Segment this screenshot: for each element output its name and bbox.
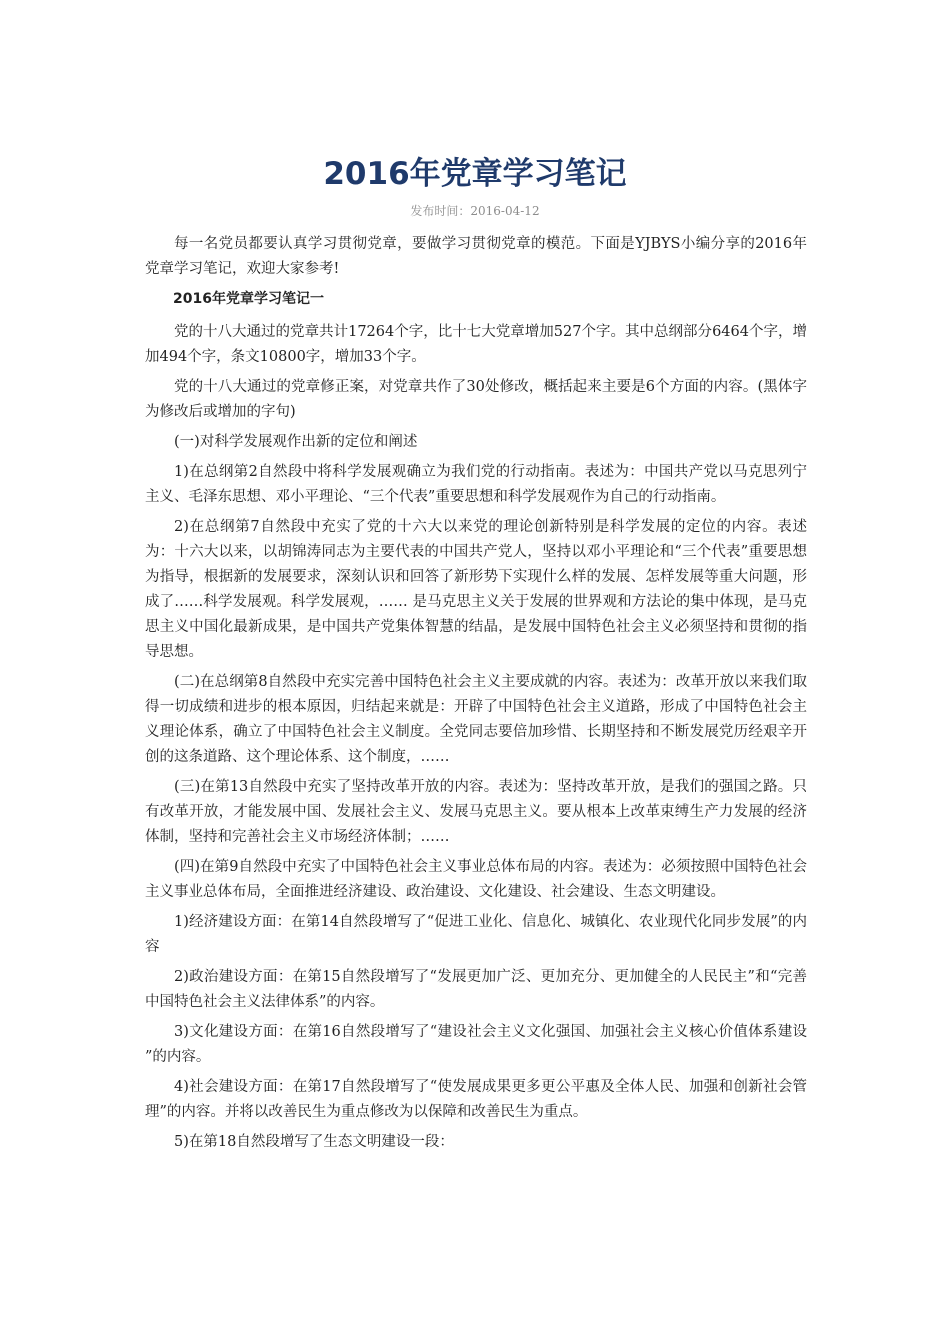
body-paragraph: 1)经济建设方面：在第14自然段增写了“促进工业化、信息化、城镇化、农业现代化同步发展”的内容: [145, 914, 807, 955]
document-title: 2016年党章学习笔记: [323, 156, 627, 192]
subsection-heading: (一)对科学发展观作出新的定位和阐述: [174, 434, 418, 450]
body-paragraph: 1)在总纲第2自然段中将科学发展观确立为我们党的行动指南。表述为：中国共产党以马克思列宁主义、毛泽东思想、邓小平理论、“三个代表”重要思想和科学发展观作为自己的行动指南。: [145, 464, 807, 505]
article-body: [145, 232, 807, 1160]
publish-date: 发布时间：2016-04-12: [410, 204, 540, 218]
intro-paragraph: 每一名党员都要认真学习贯彻党章，要做学习贯彻党章的模范。下面是YJBYS小编分享的2016年党章学习笔记，欢迎大家参考!: [145, 236, 807, 277]
body-paragraph: (三)在第13自然段中充实了坚持改革开放的内容。表述为：坚持改革开放，是我们的强国之路。只有改革开放，才能发展中国、发展社会主义、发展马克思主义。要从根本上改革束缚生产力发展的经济体制，坚持和完善社会主义市场经济体制；……: [145, 779, 807, 845]
body-paragraph: 党的十八大通过的党章修正案，对党章共作了30处修改，概括起来主要是6个方面的内容。(黑体字为修改后或增加的字句): [145, 379, 807, 420]
body-paragraph: 4)社会建设方面：在第17自然段增写了“使发展成果更多更公平惠及全体人民、加强和创新社会管理”的内容。并将以改善民生为重点修改为以保障和改善民生为重点。: [145, 1079, 807, 1120]
body-paragraph: 2)政治建设方面：在第15自然段增写了“发展更加广泛、更加充分、更加健全的人民民主”和“完善中国特色社会主义法律体系”的内容。: [145, 969, 807, 1010]
body-paragraph: 党的十八大通过的党章共计17264个字，比十七大党章增加527个字。其中总纲部分6464个字，增加494个字，条文10800字，增加33个字。: [145, 324, 807, 365]
body-paragraph: (二)在总纲第8自然段中充实完善中国特色社会主义主要成就的内容。表述为：改革开放以来我们取得一切成绩和进步的根本原因，归结起来就是：开辟了中国特色社会主义道路，形成了中国特色社会主义理论体系，确立了中国特色社会主义制度。全党同志要倍加珍惜、长期坚持和不断发展党历经艰辛开创的这条道路、这个理论体系、这个制度，……: [145, 674, 807, 765]
body-paragraph: 2)在总纲第7自然段中充实了党的十六大以来党的理论创新特别是科学发展的定位的内容。表述为：十六大以来，以胡锦涛同志为主要代表的中国共产党人，坚持以邓小平理论和“三个代表”重要思想为指导，根据新的发展要求，深刻认识和回答了新形势下实现什么样的发展、怎样发展等重大问题，形成了……科学发展观。科学发展观，…… 是马克思主义关于发展的世界观和方法论的集中体现，是马克思主义中国化最新成果，是中国共产党集体智慧的结晶，是发展中国特色社会主义必须坚持和贯彻的指导思想。: [145, 519, 807, 660]
body-paragraph: 3)文化建设方面：在第16自然段增写了“建设社会主义文化强国、加强社会主义核心价值体系建设 ”的内容。: [145, 1024, 807, 1065]
body-paragraph: 5)在第18自然段增写了生态文明建设一段：: [174, 1134, 454, 1150]
section-heading: 2016年党章学习笔记一: [173, 291, 324, 307]
body-paragraph: (四)在第9自然段中充实了中国特色社会主义事业总体布局的内容。表述为：必须按照中国特色社会主义事业总体布局，全面推进经济建设、政治建设、文化建设、社会建设、生态文明建设。: [145, 859, 807, 900]
